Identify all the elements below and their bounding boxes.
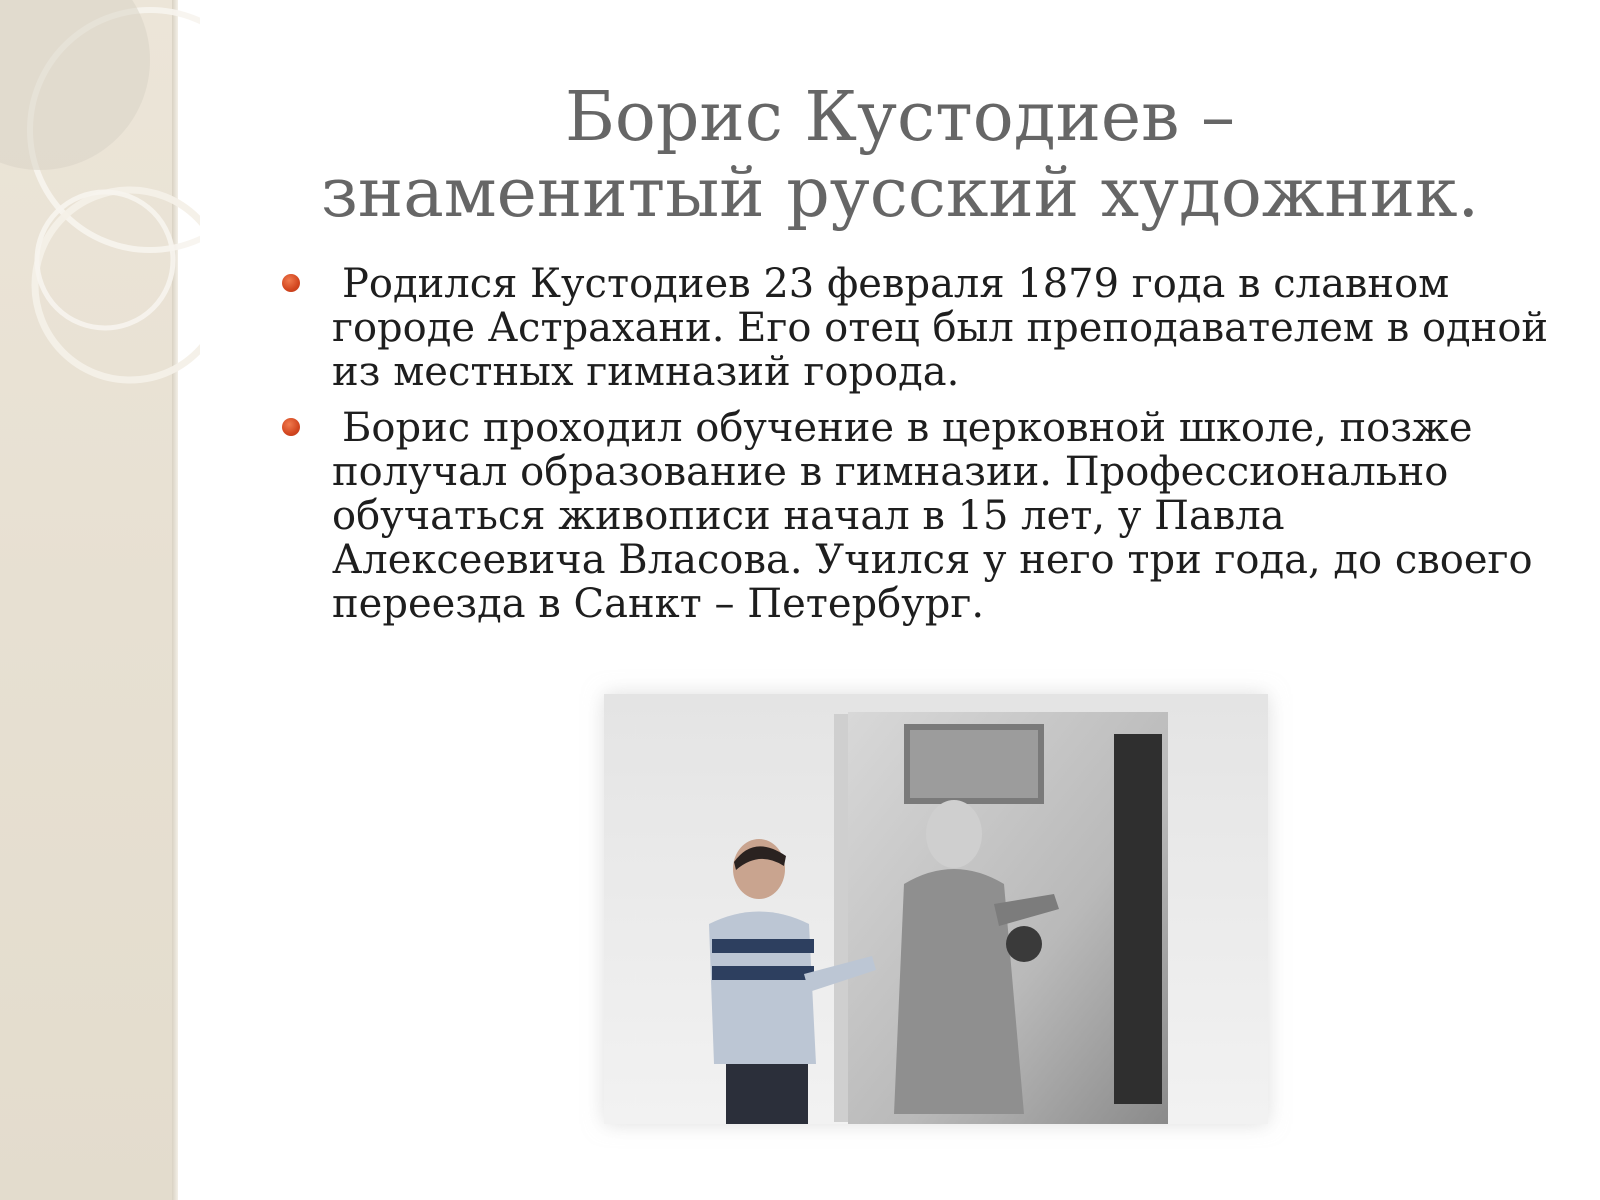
decorative-rings xyxy=(0,0,200,420)
bullet-item-birth xyxy=(280,262,1570,394)
artist-head xyxy=(926,800,982,868)
bullet-rest: городе Астрахани. Его отец был преподавателем в одной из местных гимназий города. xyxy=(332,305,1549,395)
bullet-list xyxy=(280,262,1570,638)
bullet-item-education xyxy=(280,406,1570,626)
young-man-jeans xyxy=(726,1064,808,1124)
decor-ring-small xyxy=(37,192,173,328)
bullet-dot-icon xyxy=(282,274,300,292)
palette xyxy=(1006,926,1042,962)
title-line-2: знаменитый русский художник. xyxy=(320,154,1480,233)
photo-frame xyxy=(604,694,1268,1124)
bullet-text xyxy=(332,405,1533,627)
decor-ring-shade xyxy=(0,0,150,170)
sweater-stripe-1 xyxy=(712,939,814,953)
bullet-rest: получал образование в гимназии. Профессионально обучаться живописи начал в 15 лет, у Павла Алексеевича Власова. Учился у него три года, до своего переезда в Санкт – Петербург. xyxy=(332,449,1533,627)
standing-panel-side xyxy=(834,714,848,1122)
bullet-text xyxy=(332,261,1548,395)
decor-ring-mid xyxy=(35,190,200,380)
sweater-stripe-2 xyxy=(712,966,814,980)
bullet-dot-icon xyxy=(282,418,300,436)
slide-title xyxy=(230,80,1570,232)
easel-canvas xyxy=(1114,734,1162,1104)
exhibition-photo xyxy=(604,694,1268,1124)
bullet-first-line: Борис проходил обучение в церковной школе, позже xyxy=(342,405,1473,451)
title-line-1: Борис Кустодиев – xyxy=(564,78,1236,157)
young-man-sweater xyxy=(709,912,816,1065)
bullet-first-line: Родился Кустодиев 23 февраля 1879 года в славном xyxy=(342,261,1450,307)
painting-on-wall-inner xyxy=(910,730,1038,798)
